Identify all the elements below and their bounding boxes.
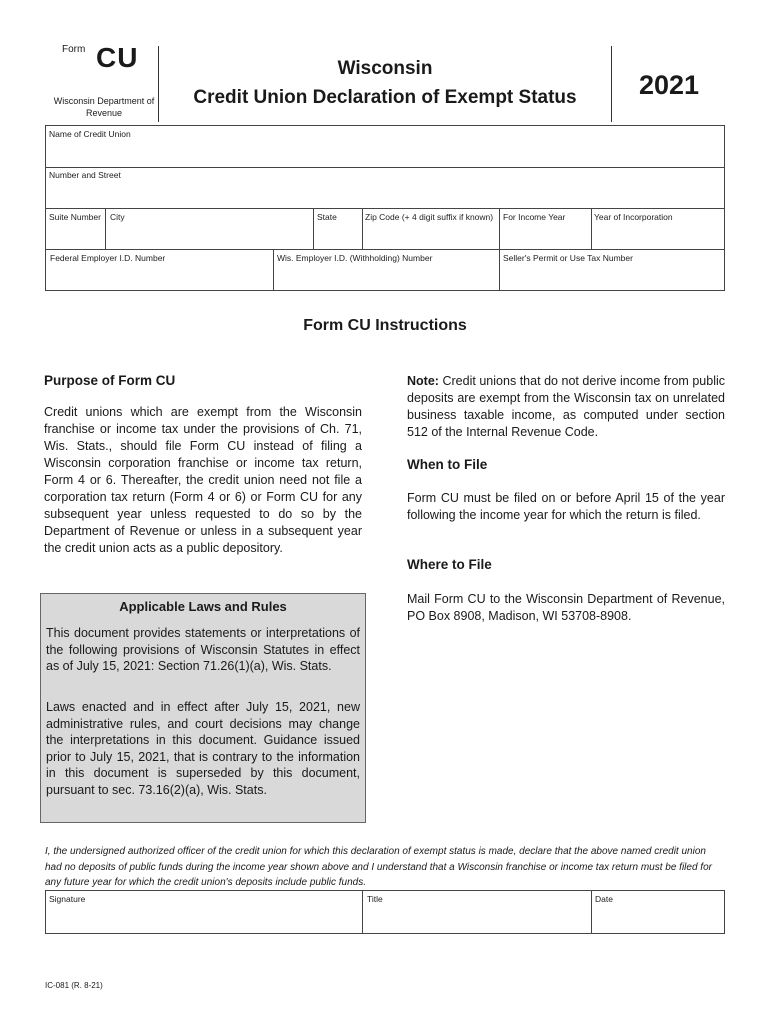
title-state: Wisconsin [337, 58, 433, 79]
form-code: CU [96, 42, 139, 73]
sellers-permit-field-label: Seller's Permit or Use Tax Number [503, 253, 633, 263]
header-divider-left [158, 46, 159, 122]
instructions-heading: Form CU Instructions [303, 317, 467, 334]
when-text: Form CU must be filed on or before April 15 of the year following the income year for which the return is filed. [407, 491, 725, 522]
declaration-text: I, the undersigned authorized officer of the credit union for which this declaration of exempt status is made, declare that the above named credit union had no deposits of public funds during the income year shown above and I understand that a Wisconsin franchise or income tax return must be filed for any future year for which the credit union's deposits include public funds. [45, 846, 712, 888]
where-text: Mail Form CU to the Wisconsin Department of Revenue, PO Box 8908, Madison, WI 53708-8908. [407, 592, 725, 623]
grid-line [105, 209, 106, 249]
title-field-label: Title [367, 894, 383, 904]
grid-line [499, 209, 500, 291]
street-field-label: Number and Street [49, 170, 121, 180]
title-field[interactable] [363, 891, 591, 933]
laws-paragraph-2: Laws enacted and in effect after July 15, 2021, new administrative rules, and court decisions may change the interpretations in this document. Guidance issued prior to July 15, 2021, that is contrary to the information in this document is superseded by this document, pursuant to sec. 73.16(2)(a), Wis. Stats. [46, 700, 360, 797]
zip-field-label: Zip Code (+ 4 digit suffix if known) [365, 212, 494, 222]
credit-union-info-grid [45, 125, 725, 291]
grid-line [591, 209, 592, 249]
state-field-label: State [317, 212, 337, 222]
grid-line [362, 209, 363, 249]
date-field-label: Date [595, 894, 613, 904]
header-divider-right [611, 46, 612, 122]
incorporation-year-field-label: Year of Incorporation [594, 212, 673, 222]
wis-id-field-label: Wis. Employer I.D. (Withholding) Number [277, 253, 433, 263]
page-title: Credit Union Declaration of Exempt Status [193, 87, 577, 108]
income-year-field-label: For Income Year [503, 212, 566, 222]
grid-line [46, 249, 724, 250]
laws-heading: Applicable Laws and Rules [119, 599, 287, 614]
name-field[interactable] [46, 126, 724, 167]
street-field[interactable] [46, 168, 724, 208]
purpose-heading: Purpose of Form CU [44, 373, 176, 388]
note-text [407, 373, 725, 441]
laws-and-rules-box [40, 593, 366, 823]
fein-field-label: Federal Employer I.D. Number [50, 253, 166, 263]
signature-grid [45, 890, 725, 934]
form-label: Form [62, 44, 86, 55]
grid-line [273, 250, 274, 291]
date-field[interactable] [592, 891, 724, 933]
tax-year: 2021 [638, 70, 700, 100]
purpose-text: Credit unions which are exempt from the Wisconsin franchise or income tax under the provisions of Ch. 71, Wis. Stats., should file Form CU instead of filing a Wisconsin corporation franchise or income tax return, Form 4 or 6. Thereafter, the credit union need not file a corporation tax return (Form 4 or 6) or Form CU for any subsequent year unless requested to do so by the Department of Revenue or unless in a subsequent year the credit union acts as a public depository. [44, 405, 362, 555]
signature-field[interactable] [46, 891, 362, 933]
where-heading: Where to File [407, 557, 492, 572]
note-label: Note: [407, 374, 439, 388]
city-field-label: City [110, 212, 125, 222]
suite-field-label: Suite Number [49, 212, 101, 222]
note-body: Credit unions that do not derive income from public deposits are exempt from the Wisconsin tax on unrelated business taxable income, as computed under section 512 of the Internal Revenue Code. [407, 374, 725, 439]
signature-field-label: Signature [49, 894, 86, 904]
department-name: Wisconsin Department of Revenue [53, 96, 155, 118]
name-field-label: Name of Credit Union [49, 129, 131, 139]
grid-line [46, 208, 724, 209]
when-heading: When to File [407, 457, 488, 472]
form-revision: IC-081 (R. 8-21) [45, 981, 103, 990]
laws-paragraph-1: This document provides statements or interpretations of the following provisions of Wisconsin Statutes in effect as of July 15, 2021: Section 71.26(1)(a), Wis. Stats. [46, 626, 360, 673]
grid-line [313, 209, 314, 249]
